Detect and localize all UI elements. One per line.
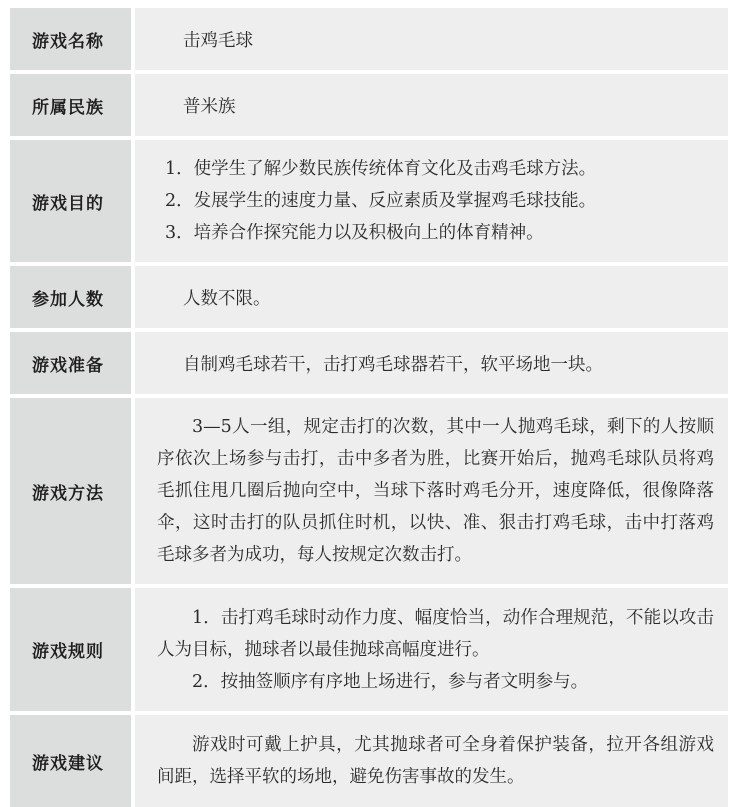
row-value-game-name (135, 8, 728, 70)
row-label-preparation: 游戏准备 (10, 332, 131, 394)
row-value-participants (135, 266, 728, 328)
ethnic-group-text: 普米族 (183, 96, 236, 117)
participants-text: 人数不限。 (183, 288, 271, 309)
game-name-text: 击鸡毛球 (183, 30, 253, 51)
purpose-item: 2．发展学生的速度力量、反应素质及掌握鸡毛球技能。 (165, 191, 597, 211)
row-label-game-purpose: 游戏目的 (10, 140, 131, 262)
suggestion-paragraph: 游戏时可戴上护具，尤其抛球者可全身着保护装备，拉开各组游戏间距，选择平软的场地，避免伤害事故的发生。 (157, 735, 714, 787)
game-info-table (10, 8, 728, 807)
row-value-game-rules (135, 588, 728, 711)
row-label-game-rules: 游戏规则 (10, 588, 131, 711)
purpose-item: 3．培养合作探究能力以及积极向上的体育精神。 (165, 223, 544, 243)
purpose-item: 1．使学生了解少数民族传统体育文化及击鸡毛球方法。 (165, 159, 597, 179)
row-label-game-name: 游戏名称 (10, 8, 131, 70)
row-value-preparation (135, 332, 728, 394)
row-value-game-method (135, 398, 728, 584)
method-paragraph: 3—5人一组，规定击打的次数，其中一人抛鸡毛球，剩下的人按顺序依次上场参与击打，击中多者为胜，比赛开始后，抛鸡毛球队员将鸡毛抓住甩几圈后抛向空中，当球下落时鸡毛分开，速度降低，很像降落伞，这时击打的队员抓住时机，以快、准、狠击打鸡毛球，击中打落鸡毛球多者为成功，每人按规定次数击打。 (157, 417, 714, 565)
rule-paragraph: 2．按抽签顺序有序地上场进行，参与者文明参与。 (192, 671, 589, 692)
rule-paragraph: 1．击打鸡毛球时动作力度、幅度恰当，动作合理规范，不能以攻击人为目标，抛球者以最佳抛球高幅度进行。 (157, 607, 714, 660)
row-label-participants: 参加人数 (10, 266, 131, 328)
row-value-game-suggestion (135, 715, 728, 807)
row-label-game-method: 游戏方法 (10, 398, 131, 584)
row-value-ethnic-group (135, 74, 728, 136)
preparation-text: 自制鸡毛球若干，击打鸡毛球器若干，软平场地一块。 (183, 354, 603, 375)
row-label-ethnic-group: 所属民族 (10, 74, 131, 136)
row-value-game-purpose (135, 140, 728, 262)
row-label-game-suggestion: 游戏建议 (10, 715, 131, 807)
